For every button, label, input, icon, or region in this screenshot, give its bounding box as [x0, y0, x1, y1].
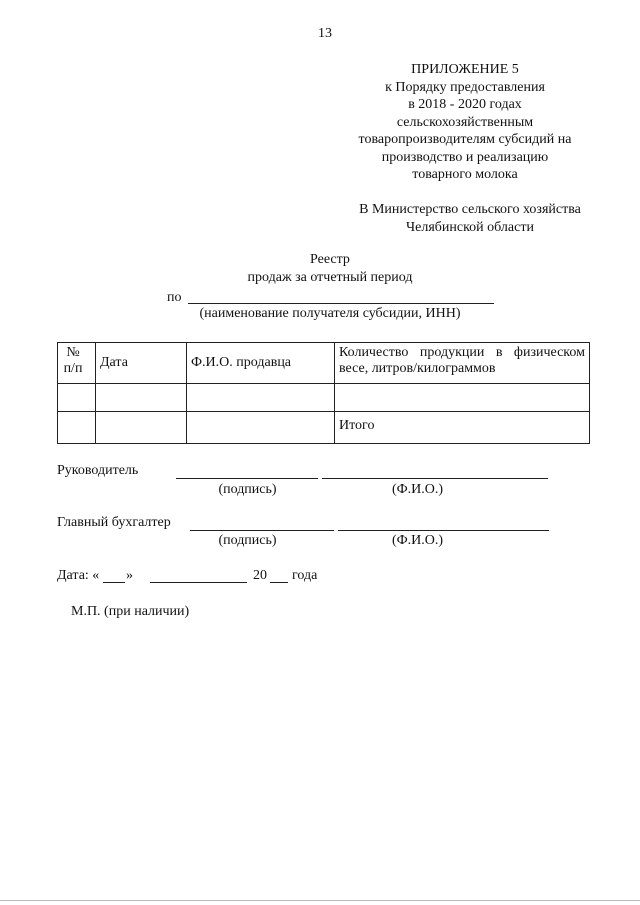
- table-header-row: [58, 343, 590, 384]
- header-cell-quantity: Количество продукции в физическом весе, литров/килограммов: [335, 343, 590, 384]
- date-month-line[interactable]: [150, 568, 247, 583]
- register-title: Реестр: [310, 252, 350, 267]
- table-total-row: [58, 412, 590, 444]
- table-cell[interactable]: [96, 384, 187, 412]
- appendix-line: производство и реализацию: [381, 149, 549, 165]
- table-cell[interactable]: [96, 412, 187, 444]
- appendix-line: товаропроизводителям субсидий на: [358, 132, 572, 147]
- head-label: Руководитель: [57, 463, 139, 478]
- accountant-signature-line[interactable]: [190, 516, 334, 531]
- stamp-note: М.П. (при наличии): [71, 604, 190, 619]
- name-caption: (Ф.И.О.): [391, 482, 444, 497]
- head-name-line[interactable]: [322, 464, 548, 479]
- accountant-label: Главный бухгалтер: [57, 515, 171, 530]
- signature-caption: (подпись): [218, 482, 277, 497]
- appendix-title: ПРИЛОЖЕНИЕ 5: [411, 62, 519, 77]
- table-row: [58, 384, 590, 412]
- page-edge-divider: [0, 900, 640, 901]
- recipient-caption: (наименование получателя субсидии, ИНН): [199, 306, 461, 321]
- date-prefix: Дата: «: [57, 568, 100, 583]
- appendix-line: сельскохозяйственным: [396, 114, 534, 130]
- signature-caption: (подпись): [218, 533, 277, 548]
- date-year-line[interactable]: [270, 568, 288, 583]
- table-cell[interactable]: [187, 384, 335, 412]
- header-cell-seller: Ф.И.О. продавца: [187, 343, 335, 384]
- register-subtitle: продаж за отчетный период: [247, 270, 413, 285]
- table-cell[interactable]: [58, 412, 96, 444]
- addressee-block: [330, 201, 610, 237]
- accountant-name-line[interactable]: [338, 516, 549, 531]
- appendix-line: товарного молока: [412, 167, 518, 182]
- date-year-prefix: 20: [253, 568, 267, 583]
- date-quote-close: »: [126, 568, 133, 583]
- appendix-line: к Порядку предоставления: [385, 79, 545, 95]
- name-caption: (Ф.И.О.): [391, 533, 444, 548]
- header-cell-date: Дата: [96, 343, 187, 384]
- page-number: 13: [318, 26, 332, 41]
- by-label: по: [167, 290, 182, 305]
- addressee-line: В Министерство сельского хозяйства: [359, 202, 581, 217]
- date-year-suffix: года: [292, 568, 318, 583]
- table-cell[interactable]: [335, 384, 590, 412]
- appendix-block: [340, 61, 590, 184]
- header-cell-number: № п/п: [58, 343, 96, 384]
- table-cell[interactable]: [58, 384, 96, 412]
- recipient-line[interactable]: [188, 289, 494, 304]
- head-signature-line[interactable]: [176, 464, 318, 479]
- register-table: [57, 342, 590, 444]
- total-label-cell: Итого: [335, 412, 590, 444]
- appendix-line: в 2018 - 2020 годах: [408, 97, 522, 112]
- date-day-line[interactable]: [103, 568, 125, 583]
- table-cell[interactable]: [187, 412, 335, 444]
- addressee-line: Челябинской области: [406, 220, 534, 235]
